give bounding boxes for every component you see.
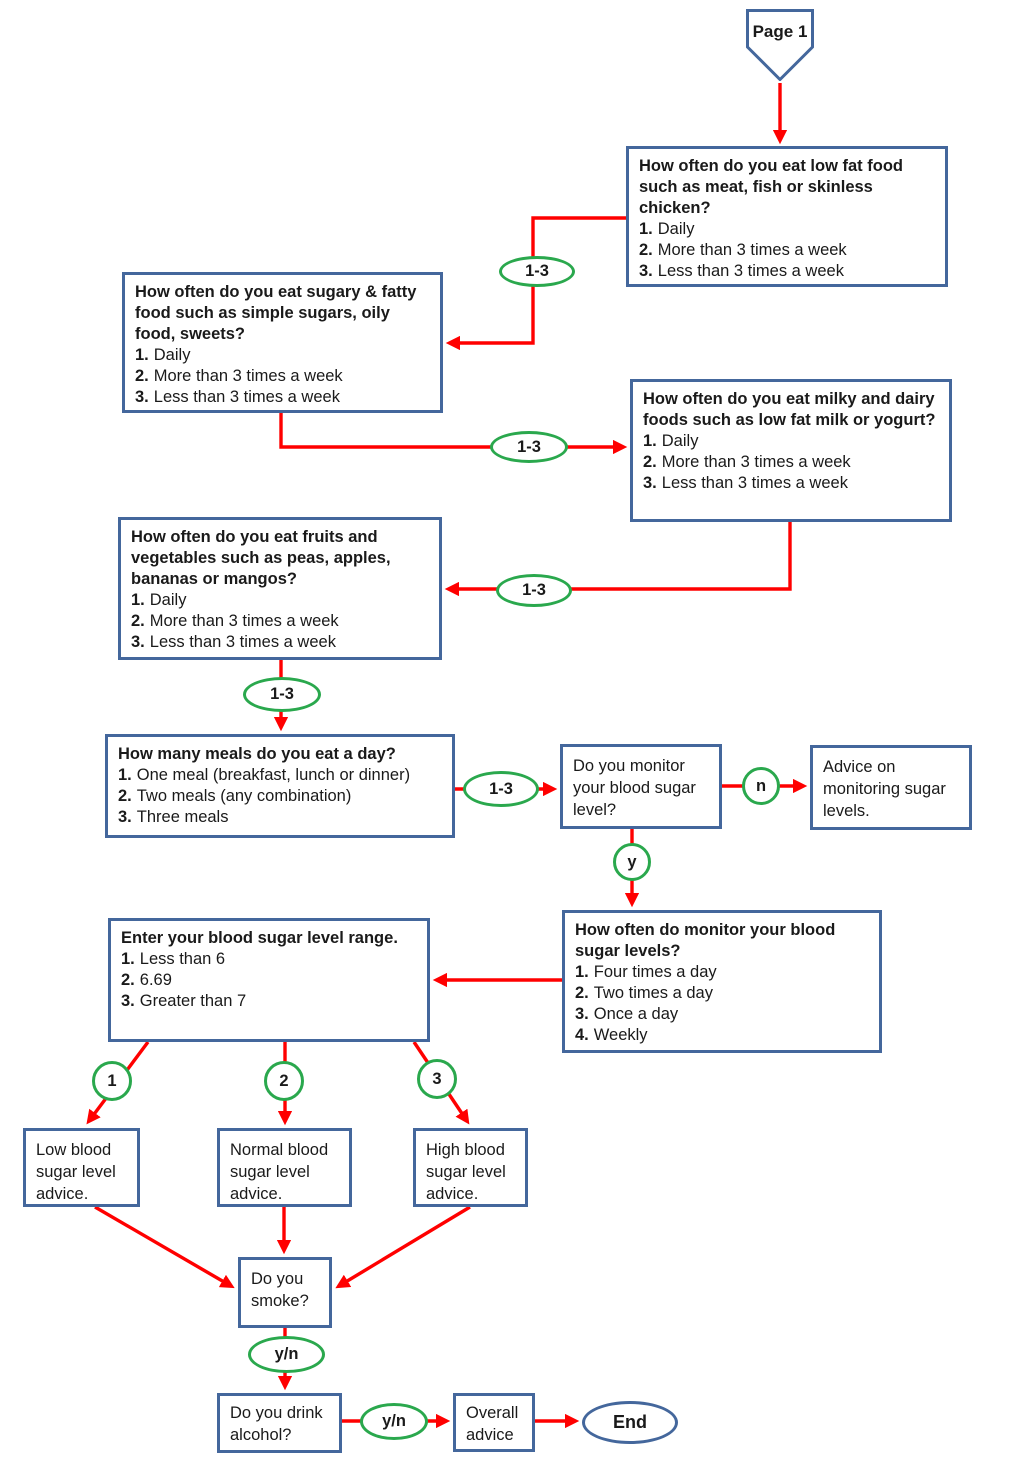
- option-number: 2.: [131, 612, 145, 630]
- question-heading: Enter your blood sugar level range.: [121, 929, 398, 947]
- option-text: More than 3 times a week: [657, 241, 847, 259]
- option-text: Two times a day: [593, 984, 713, 1002]
- option-text: Less than 3 times a week: [149, 633, 336, 651]
- badge-label: 3: [432, 1069, 442, 1088]
- connector-badge-3: [417, 1059, 457, 1099]
- question-heading: How often do you eat sugary & fatty food such as simple sugars, oily food, sweets?: [135, 283, 417, 343]
- box-text: High blood sugar level advice.: [426, 1141, 506, 1203]
- option-number: 2.: [643, 453, 657, 471]
- connector-badge-yn-smoke: [248, 1336, 325, 1373]
- option-number: 3.: [135, 388, 149, 406]
- option-number: 3.: [643, 474, 657, 492]
- option-number: 1.: [121, 950, 135, 968]
- option-number: 1.: [131, 591, 145, 609]
- badge-label: 1-3: [525, 262, 549, 280]
- connector-badge-no: [742, 767, 780, 805]
- box-text: Advice on monitoring sugar levels.: [823, 758, 946, 820]
- option-number: 1.: [575, 963, 589, 981]
- option-line: [575, 1025, 869, 1046]
- pentagon-shape-icon: [746, 9, 814, 81]
- option-line: [118, 807, 442, 828]
- option-text: More than 3 times a week: [153, 367, 343, 385]
- option-text: Greater than 7: [139, 992, 247, 1010]
- question-heading: How many meals do you eat a day?: [118, 745, 396, 763]
- connector-badge-1: [92, 1061, 132, 1101]
- badge-label: 1-3: [517, 437, 541, 456]
- option-number: 3.: [118, 808, 132, 826]
- question-box-dairy: [630, 379, 952, 522]
- advice-box-low-sugar: [23, 1128, 140, 1207]
- box-text: Overall advice: [466, 1404, 519, 1444]
- option-text: Two meals (any combination): [136, 787, 352, 805]
- option-number: 2.: [639, 241, 653, 259]
- question-box-alcohol: [217, 1393, 342, 1453]
- option-line: [643, 473, 939, 494]
- option-line: [639, 219, 935, 240]
- connector-badge-2: [264, 1061, 304, 1101]
- option-line: [643, 452, 939, 473]
- connector-badge-yn-alcohol: [360, 1403, 428, 1440]
- option-text: Daily: [153, 346, 191, 364]
- question-box-sugar-range: [108, 918, 430, 1042]
- option-text: More than 3 times a week: [661, 453, 851, 471]
- question-heading: How often do you eat milky and dairy foods such as low fat milk or yogurt?: [643, 390, 936, 429]
- end-label: End: [613, 1412, 647, 1432]
- option-line: [639, 261, 935, 282]
- badge-label: 1-3: [489, 779, 513, 798]
- box-text: Normal blood sugar level advice.: [230, 1141, 329, 1203]
- badge-label: y/n: [274, 1345, 299, 1363]
- box-text: Low blood sugar level advice.: [36, 1141, 116, 1203]
- arrow-low-to-smoke: [95, 1207, 231, 1286]
- arrow-sugary-to-dairy: [281, 413, 623, 447]
- question-box-low-fat: [626, 146, 948, 287]
- page-marker-label: Page 1: [752, 22, 808, 41]
- option-text: Daily: [657, 220, 695, 238]
- connector-badge-1-3-a: [499, 256, 575, 287]
- option-number: 2.: [135, 367, 149, 385]
- option-line: [639, 240, 935, 261]
- option-number: 4.: [575, 1026, 589, 1044]
- box-text: Do you monitor your blood sugar level?: [573, 757, 696, 819]
- option-text: More than 3 times a week: [149, 612, 339, 630]
- badge-label: n: [755, 776, 767, 795]
- option-line: [121, 970, 417, 991]
- question-box-meals: [105, 734, 455, 838]
- box-text: Do you smoke?: [251, 1270, 309, 1310]
- terminator-end: [582, 1401, 678, 1444]
- badge-label: 1-3: [270, 685, 294, 703]
- option-number: 2.: [118, 787, 132, 805]
- option-text: Less than 3 times a week: [153, 388, 340, 406]
- question-heading: How often do you eat low fat food such as meat, fish or skinless chicken?: [639, 157, 903, 217]
- option-line: [643, 431, 939, 452]
- option-text: Four times a day: [593, 963, 717, 981]
- option-number: 2.: [575, 984, 589, 1002]
- box-text: Do you drink alcohol?: [230, 1404, 323, 1444]
- option-number: 2.: [121, 971, 135, 989]
- option-line: [131, 611, 429, 632]
- option-number: 1.: [639, 220, 653, 238]
- badge-label: 2: [279, 1071, 289, 1090]
- option-number: 3.: [131, 633, 145, 651]
- badge-label: 1: [107, 1071, 117, 1090]
- option-text: Less than 6: [139, 950, 226, 968]
- arrow-dairy-to-fruits: [449, 522, 790, 589]
- advice-box-high-sugar: [413, 1128, 528, 1207]
- option-text: Three meals: [136, 808, 229, 826]
- badge-label: y: [627, 852, 637, 871]
- connector-badge-1-3-e: [463, 771, 539, 807]
- option-text: Once a day: [593, 1005, 679, 1023]
- option-line: [575, 983, 869, 1004]
- connector-badge-yes: [613, 843, 651, 881]
- option-line: [118, 765, 442, 786]
- question-box-sugary: [122, 272, 443, 413]
- advice-box-monitoring: [810, 745, 972, 830]
- option-number: 3.: [575, 1005, 589, 1023]
- box-overall-advice: [453, 1393, 535, 1452]
- option-number: 3.: [121, 992, 135, 1010]
- option-text: Less than 3 times a week: [657, 262, 844, 280]
- offpage-connector-page1: [746, 9, 814, 81]
- question-box-smoke: [238, 1257, 332, 1328]
- option-line: [121, 949, 417, 970]
- option-number: 1.: [643, 432, 657, 450]
- option-number: 1.: [135, 346, 149, 364]
- question-heading: How often do monitor your blood sugar levels?: [575, 921, 836, 960]
- advice-box-normal-sugar: [217, 1128, 352, 1207]
- option-text: Less than 3 times a week: [661, 474, 848, 492]
- question-heading: How often do you eat fruits and vegetables such as peas, apples, bananas or mangos?: [131, 528, 391, 588]
- option-text: 6.69: [139, 971, 172, 989]
- option-line: [135, 345, 430, 366]
- option-text: One meal (breakfast, lunch or dinner): [136, 766, 411, 784]
- option-text: Weekly: [593, 1026, 648, 1044]
- option-line: [135, 387, 430, 408]
- question-box-monitor: [560, 744, 722, 829]
- option-text: Daily: [661, 432, 699, 450]
- connector-badge-1-3-c: [496, 574, 572, 607]
- option-number: 1.: [118, 766, 132, 784]
- option-number: 3.: [639, 262, 653, 280]
- question-box-fruits: [118, 517, 442, 660]
- question-box-monitor-frequency: [562, 910, 882, 1053]
- option-line: [118, 786, 442, 807]
- option-line: [135, 366, 430, 387]
- connector-badge-1-3-d: [243, 677, 321, 712]
- option-text: Daily: [149, 591, 187, 609]
- badge-label: y/n: [382, 1412, 406, 1430]
- option-line: [575, 1004, 869, 1025]
- connector-badge-1-3-b: [490, 431, 568, 463]
- option-line: [121, 991, 417, 1012]
- option-line: [131, 632, 429, 653]
- arrow-high-to-smoke: [339, 1207, 470, 1286]
- option-line: [131, 590, 429, 611]
- badge-label: 1-3: [522, 581, 546, 599]
- option-line: [575, 962, 869, 983]
